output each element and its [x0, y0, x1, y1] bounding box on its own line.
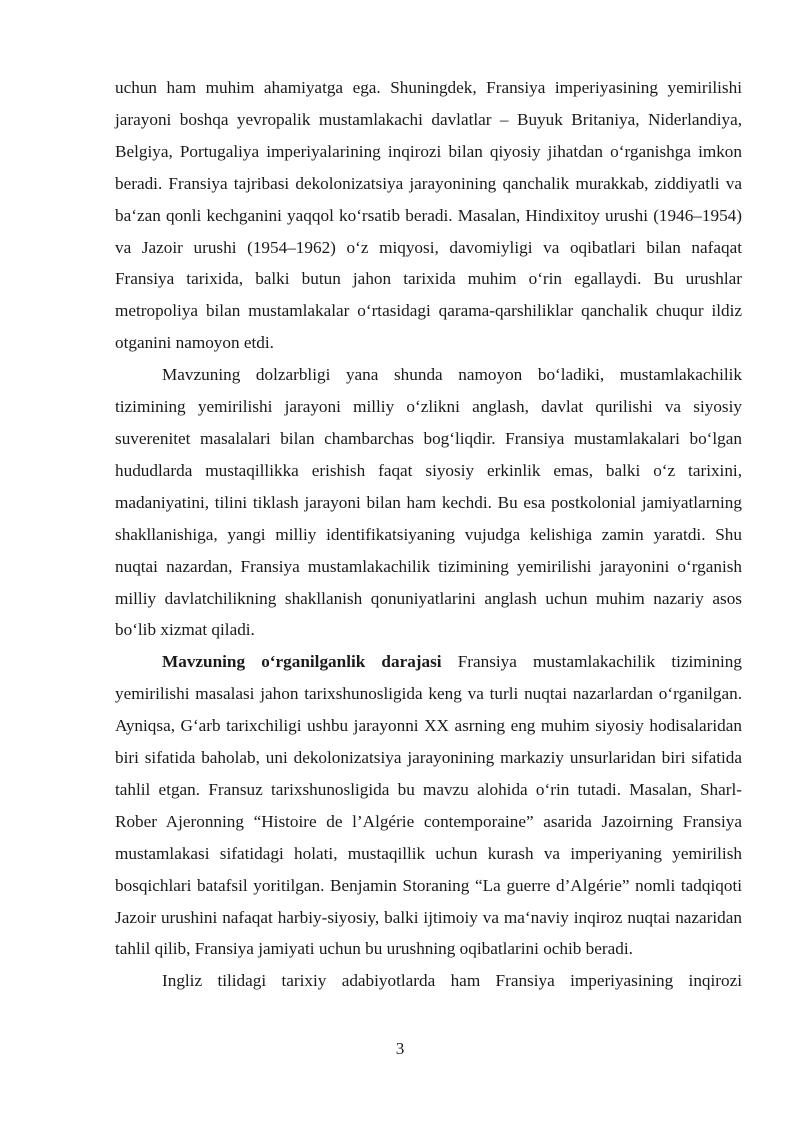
paragraph-text: Ingliz tilidagi tarixiy adabiyotlarda ham Fransiya imperiyasining inqirozi	[162, 971, 742, 991]
paragraph-research-degree	[115, 646, 742, 965]
paragraph-text: Mavzuning dolzarbligi yana shunda namoyon boʻladiki, mustamlakachilik tizimining yemirilishi jarayoni milliy oʻzlikni anglash, davlat qurilishi va siyosiy suverenitet masalalari bilan chambarchas bogʻliqdir. Fransiya mustamlakalari boʻlgan hududlarda mustaqillikka erishish faqat siyosiy erkinlik emas, balki oʻz tarixini, madaniyatini, tilini tiklash jarayoni bilan ham kechdi. Bu esa postkolonial jamiyatlarning shakllanishiga, yangi milliy identifikatsiyaning vujudga kelishiga zamin yaratdi. Shu nuqtai nazardan, Fransiya mustamlakachilik tizimining yemirilishi jarayonini oʻrganish milliy davlatchilikning shakllanish qonuniyatlarini anglash uchun muhim nazariy asos boʻlib xizmat qiladi.	[115, 365, 742, 640]
paragraph-heading: Mavzuning oʻrganilganlik darajasi	[162, 652, 442, 672]
paragraph-text: Fransiya mustamlakachilik tizimining yemirilishi masalasi jahon tarixshunosligida keng va turli nuqtai nazarlardan oʻrganilgan. Ayniqsa, Gʻarb tarixchiligi ushbu jarayonni XX asrning eng muhim siyosiy hodisalaridan biri sifatida baholab, uni dekolonizatsiya jarayonining markaziy unsurlaridan biri sifatida tahlil etgan. Fransuz tarixshunosligida bu mavzu alohida oʻrin tutadi. Masalan, Sharl-Rober Ajeronning “Histoire de l’Algérie contemporaine” asarida Jazoirning Fransiya mustamlakasi sifatidagi holati, mustaqillik uchun kurash va imperiyaning yemirilish bosqichlari batafsil yoritilgan. Benjamin Storaning “La guerre d’Algérie” nomli tadqiqoti Jazoir urushini nafaqat harbiy-siyosiy, balki ijtimoiy va maʻnaviy inqiroz nuqtai nazaridan tahlil qilib, Fransiya jamiyati uchun bu urushning oqibatlarini ochib beradi.	[115, 652, 742, 959]
paragraph-continuation	[115, 72, 742, 359]
paragraph-relevance	[115, 359, 742, 646]
body-text	[115, 72, 742, 997]
paragraph-text: uchun ham muhim ahamiyatga ega. Shuningdek, Fransiya imperiyasining yemirilishi jarayoni boshqa yevropalik mustamlakachi davlatlar – Buyuk Britaniya, Niderlandiya, Belgiya, Portugaliya imperiyalarining inqirozi bilan qiyosiy jihatdan oʻrganishga imkon beradi. Fransiya tajribasi dekolonizatsiya jarayonining qanchalik murakkab, ziddiyatli va baʻzan qonli kechganini yaqqol koʻrsatib beradi. Masalan, Hindixitoy urushi (1946–1954) va Jazoir urushi (1954–1962) oʻz miqyosi, davomiyligi va oqibatlari bilan nafaqat Fransiya tarixida, balki butun jahon tarixida muhim oʻrin egallaydi. Bu urushlar metropoliya bilan mustamlakalar oʻrtasidagi qarama-qarshiliklar qanchalik chuqur ildiz otganini namoyon etdi.	[115, 78, 742, 353]
paragraph-english-literature	[115, 965, 742, 997]
page-number: 3	[395, 1039, 405, 1058]
